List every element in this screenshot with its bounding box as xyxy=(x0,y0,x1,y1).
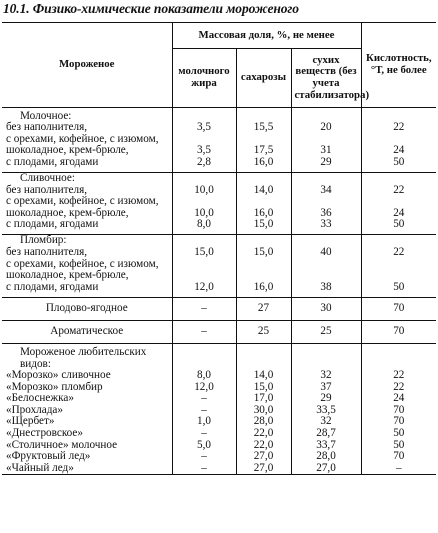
cell-dry-matter: 38 xyxy=(291,282,361,294)
row-name: с плодами, ягодами xyxy=(6,155,99,168)
cell-acidity: – xyxy=(361,463,436,475)
cell-dry-matter: 28,0 xyxy=(291,451,361,463)
cell-sucrose: 15,5 xyxy=(236,122,291,134)
cell-milk-fat: 12,0 xyxy=(172,282,236,294)
cell-acidity: 50 xyxy=(361,440,436,452)
header-acidity: Кислотность, °Т, не более xyxy=(361,23,436,108)
cell-dry-matter: 33,7 xyxy=(291,440,361,452)
cell-sucrose: 15,0 xyxy=(236,219,291,231)
table-row xyxy=(2,393,436,405)
header-dry-matter: сухих веществ (без учета стабилизатора) xyxy=(291,49,361,108)
cell-dry-matter: 31 xyxy=(291,145,361,157)
cell-sucrose: 15,0 xyxy=(236,247,291,259)
cell-milk-fat xyxy=(172,259,236,271)
cell-milk-fat: – xyxy=(172,405,236,417)
cell-milk-fat: – xyxy=(172,320,236,343)
cell-milk-fat: 1,0 xyxy=(172,416,236,428)
cell-sucrose: 28,0 xyxy=(236,416,291,428)
table-row xyxy=(2,370,436,382)
group-title-row xyxy=(2,172,436,184)
cell-milk-fat: 10,0 xyxy=(172,185,236,197)
cell-sucrose: 14,0 xyxy=(236,370,291,382)
row-name: «Днестровское» xyxy=(6,427,83,440)
cell-acidity: 70 xyxy=(361,320,436,343)
table-row xyxy=(2,405,436,417)
table-row xyxy=(2,463,436,475)
cell-dry-matter: 33,5 xyxy=(291,405,361,417)
cell-dry-matter: 20 xyxy=(291,122,361,134)
cell-dry-matter: 33 xyxy=(291,219,361,231)
row-name: с орехами, кофейное, с изюмом, xyxy=(6,132,159,145)
group-title: Сливочное: xyxy=(20,171,75,184)
cell-acidity: 70 xyxy=(361,451,436,463)
cell-milk-fat: – xyxy=(172,463,236,475)
table-row xyxy=(2,122,436,134)
cell-dry-matter: 32 xyxy=(291,416,361,428)
cell-sucrose: 16,0 xyxy=(236,157,291,169)
row-name: шоколадное, крем-брюле, xyxy=(6,269,129,282)
row-name: «Морозко» пломбир xyxy=(6,380,103,393)
row-name: с орехами, кофейное, с изюмом, xyxy=(6,257,159,270)
cell-sucrose: 27 xyxy=(236,297,291,320)
cell-sucrose xyxy=(236,259,291,271)
cell-acidity: 50 xyxy=(361,428,436,440)
ice-cream-table xyxy=(2,22,436,475)
cell-acidity: 22 xyxy=(361,122,436,134)
empty-cell xyxy=(361,343,436,358)
cell-sucrose: 16,0 xyxy=(236,282,291,294)
cell-milk-fat: 8,0 xyxy=(172,219,236,231)
cell-acidity: 50 xyxy=(361,219,436,231)
cell-dry-matter: 29 xyxy=(291,393,361,405)
cell-sucrose: 27,0 xyxy=(236,463,291,475)
cell-milk-fat: – xyxy=(172,297,236,320)
table-row xyxy=(2,282,436,294)
cell-dry-matter: 30 xyxy=(291,297,361,320)
cell-acidity: 24 xyxy=(361,393,436,405)
cell-acidity: 24 xyxy=(361,145,436,157)
cell-milk-fat: 3,5 xyxy=(172,122,236,134)
group-title-cont: видов: xyxy=(20,357,51,370)
empty-cell xyxy=(172,172,236,184)
row-name: Плодово-ягодное xyxy=(2,297,172,320)
table-caption: 10.1. Физико-химические показатели мороженого xyxy=(3,1,299,16)
cell-acidity: 22 xyxy=(361,247,436,259)
cell-dry-matter: 29 xyxy=(291,157,361,169)
cell-dry-matter xyxy=(291,196,361,208)
row-name: Ароматическое xyxy=(2,320,172,343)
cell-acidity: 70 xyxy=(361,405,436,417)
cell-milk-fat: 8,0 xyxy=(172,370,236,382)
table-row xyxy=(2,247,436,259)
cell-dry-matter xyxy=(291,259,361,271)
table-body xyxy=(2,108,436,475)
cell-milk-fat: 5,0 xyxy=(172,440,236,452)
header-name: Мороженое xyxy=(2,23,172,108)
table-row xyxy=(2,297,436,320)
cell-dry-matter: 28,7 xyxy=(291,428,361,440)
cell-sucrose xyxy=(236,196,291,208)
cell-sucrose: 25 xyxy=(236,320,291,343)
table-row xyxy=(2,196,436,208)
cell-sucrose: 17,5 xyxy=(236,145,291,157)
row-name: «Фруктовый лед» xyxy=(6,450,91,463)
cell-milk-fat: 3,5 xyxy=(172,145,236,157)
empty-cell xyxy=(172,343,236,358)
table-row xyxy=(2,219,436,231)
group-title-row xyxy=(2,343,436,358)
cell-acidity xyxy=(361,196,436,208)
cell-acidity: 24 xyxy=(361,208,436,220)
empty-cell xyxy=(236,172,291,184)
cell-sucrose: 30,0 xyxy=(236,405,291,417)
cell-sucrose: 15,0 xyxy=(236,382,291,394)
empty-cell xyxy=(236,343,291,358)
empty-cell xyxy=(291,172,361,184)
cell-milk-fat xyxy=(172,196,236,208)
group-title: Пломбир: xyxy=(20,234,67,247)
row-name: шоколадное, крем-брюле, xyxy=(6,144,129,157)
table-row xyxy=(2,157,436,169)
row-name: «Столичное» молочное xyxy=(6,438,118,451)
cell-dry-matter: 34 xyxy=(291,185,361,197)
header-milk-fat: молочного жира xyxy=(172,49,236,108)
cell-dry-matter: 32 xyxy=(291,370,361,382)
cell-milk-fat: – xyxy=(172,393,236,405)
cell-sucrose: 22,0 xyxy=(236,440,291,452)
cell-sucrose: 22,0 xyxy=(236,428,291,440)
row-name: с плодами, ягодами xyxy=(6,280,99,293)
cell-dry-matter: 40 xyxy=(291,247,361,259)
cell-acidity: 22 xyxy=(361,382,436,394)
row-name: с орехами, кофейное, с изюмом, xyxy=(6,195,159,208)
cell-milk-fat: – xyxy=(172,451,236,463)
cell-milk-fat: – xyxy=(172,428,236,440)
row-name: «Щербет» xyxy=(6,415,55,428)
cell-dry-matter: 36 xyxy=(291,208,361,220)
group-title: Мороженое любительских xyxy=(20,345,147,358)
cell-acidity xyxy=(361,259,436,271)
cell-acidity: 50 xyxy=(361,282,436,294)
row-name: шоколадное, крем-брюле, xyxy=(6,206,129,219)
cell-milk-fat: 10,0 xyxy=(172,208,236,220)
cell-dry-matter: 25 xyxy=(291,320,361,343)
cell-milk-fat: 2,8 xyxy=(172,157,236,169)
cell-dry-matter: 27,0 xyxy=(291,463,361,475)
cell-acidity: 22 xyxy=(361,370,436,382)
cell-sucrose: 14,0 xyxy=(236,185,291,197)
cell-milk-fat: 15,0 xyxy=(172,247,236,259)
row-name: «Морозко» сливочное xyxy=(6,369,111,382)
group-title: Молочное: xyxy=(20,109,72,122)
cell-sucrose: 16,0 xyxy=(236,208,291,220)
row-name: «Белоснежка» xyxy=(6,392,74,405)
cell-acidity: 70 xyxy=(361,416,436,428)
row-name: с плодами, ягодами xyxy=(6,218,99,231)
row-name: без наполнителя, xyxy=(6,183,88,196)
row-name: без наполнителя, xyxy=(6,246,88,259)
table-row xyxy=(2,320,436,343)
row-name: «Прохлада» xyxy=(6,403,63,416)
table-row xyxy=(2,428,436,440)
cell-acidity: 70 xyxy=(361,297,436,320)
cell-milk-fat: 12,0 xyxy=(172,382,236,394)
cell-sucrose: 17,0 xyxy=(236,393,291,405)
empty-cell xyxy=(361,172,436,184)
cell-acidity: 50 xyxy=(361,157,436,169)
header-sucrose: сахарозы xyxy=(236,49,291,108)
row-name: без наполнителя, xyxy=(6,121,88,134)
cell-acidity: 22 xyxy=(361,185,436,197)
cell-dry-matter: 37 xyxy=(291,382,361,394)
empty-cell xyxy=(291,343,361,358)
row-name: «Чайный лед» xyxy=(2,463,172,475)
cell-sucrose: 27,0 xyxy=(236,451,291,463)
header-mass-fraction: Массовая доля, %, не менее xyxy=(172,23,361,49)
